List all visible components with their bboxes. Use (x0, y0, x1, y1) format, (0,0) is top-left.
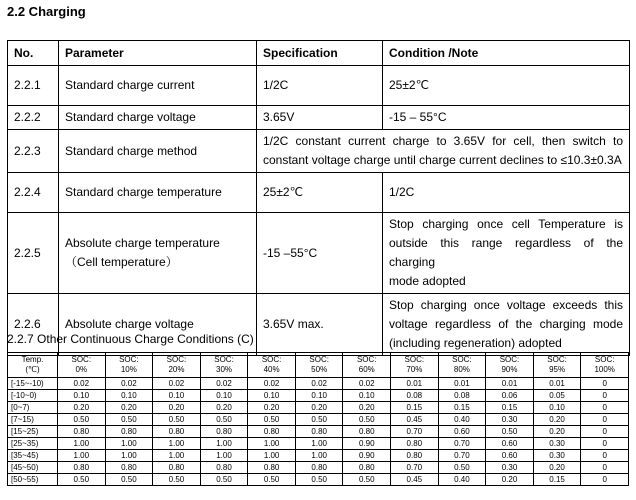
row-specification: 25±2℃ (257, 173, 383, 213)
table-header-row (8, 41, 630, 66)
charge-rate-cell: 1.00 (58, 450, 106, 462)
row-note (383, 213, 630, 294)
temp-range-cell: [-15~-10) (8, 378, 58, 390)
charge-rate-cell: 0.10 (295, 390, 343, 402)
soc-column-header (153, 353, 201, 378)
charge-rate-cell: 0 (581, 462, 629, 474)
header-parameter: Parameter (59, 41, 257, 66)
charge-rate-cell: 0.30 (486, 462, 534, 474)
charge-rate-cell: 0.10 (153, 390, 201, 402)
soc-charge-conditions-table (7, 352, 629, 486)
soc-column-header (581, 353, 629, 378)
charge-rate-cell: 0.20 (58, 402, 106, 414)
note-line: mode adopted (389, 274, 466, 288)
charge-rate-cell: 0.30 (533, 438, 581, 450)
charge-rate-cell: 0.80 (153, 426, 201, 438)
charge-rate-cell: 1.00 (58, 438, 106, 450)
table-row (8, 474, 629, 486)
table-row (8, 462, 629, 474)
charge-rate-cell: 0.50 (486, 426, 534, 438)
charge-rate-cell: 0.50 (343, 474, 391, 486)
soc-column-header (486, 353, 534, 378)
soc-column-header (105, 353, 153, 378)
soc-prefix: SOC: (404, 355, 425, 364)
charge-rate-cell: 0.02 (200, 378, 248, 390)
parameter-line: Absolute charge temperature (65, 236, 220, 250)
charge-rate-cell: 0.80 (200, 426, 248, 438)
row-parameter: Standard charge temperature (59, 173, 257, 213)
charge-rate-cell: 0.90 (343, 438, 391, 450)
charge-rate-cell: 0.80 (200, 462, 248, 474)
charge-rate-cell: 0.50 (295, 474, 343, 486)
soc-column-header (533, 353, 581, 378)
charge-rate-cell: 0.15 (486, 402, 534, 414)
charge-rate-cell: 0.50 (105, 414, 153, 426)
table-row (8, 66, 630, 106)
table-row (8, 378, 629, 390)
charge-rate-cell: 0.50 (438, 462, 486, 474)
row-no: 2.2.1 (8, 66, 59, 106)
soc-percent: 30% (216, 365, 233, 374)
charge-rate-cell: 0.80 (248, 426, 296, 438)
charge-rate-cell: 0 (581, 438, 629, 450)
soc-prefix: SOC: (309, 355, 329, 364)
soc-column-header (200, 353, 248, 378)
charge-rate-cell: 0.30 (486, 414, 534, 426)
charge-rate-cell: 1.00 (105, 438, 153, 450)
row-parameter: Standard charge voltage (59, 106, 257, 130)
row-specification: 1/2C (257, 66, 383, 106)
charge-rate-cell: 0.10 (58, 390, 106, 402)
row-no: 2.2.3 (8, 130, 59, 173)
charge-rate-cell: 0.01 (486, 378, 534, 390)
temp-header-line: Temp. (21, 355, 44, 364)
row-note: -15 – 55°C (383, 106, 630, 130)
charge-rate-cell: 0.80 (248, 462, 296, 474)
row-parameter: Standard charge method (59, 130, 257, 173)
charge-rate-cell: 0.80 (295, 426, 343, 438)
row-parameter: Standard charge current (59, 66, 257, 106)
table-row (8, 294, 630, 356)
soc-percent: 20% (168, 365, 185, 374)
charge-rate-cell: 0.50 (153, 414, 201, 426)
charge-rate-cell: 0 (581, 474, 629, 486)
row-specification: -15 –55°C (257, 213, 383, 294)
charge-rate-cell: 0.02 (248, 378, 296, 390)
charge-rate-cell: 0.20 (105, 402, 153, 414)
temp-range-cell: [50~55) (8, 474, 58, 486)
charge-rate-cell: 0.80 (58, 462, 106, 474)
soc-prefix: SOC: (261, 355, 282, 364)
soc-percent: 40% (263, 365, 280, 374)
charge-rate-cell: 0.15 (533, 474, 581, 486)
charge-rate-cell: 1.00 (295, 438, 343, 450)
charge-rate-cell: 0.50 (58, 414, 106, 426)
row-no: 2.2.5 (8, 213, 59, 294)
soc-percent: 70% (406, 365, 423, 374)
charge-rate-cell: 0.08 (391, 390, 439, 402)
charge-rate-cell: 0.20 (533, 426, 581, 438)
row-parameter: Absolute charge voltage (59, 294, 257, 356)
row-note (383, 294, 630, 356)
soc-prefix: SOC: (71, 355, 92, 364)
soc-percent: 0% (75, 365, 88, 374)
merged-line: 1/2C constant current charge to 3.65V for cell, then switch to (263, 134, 623, 148)
soc-prefix: SOC: (214, 355, 234, 364)
charge-rate-cell: 0.80 (295, 462, 343, 474)
charge-rate-cell: 1.00 (153, 438, 201, 450)
charge-rate-cell: 0.20 (533, 462, 581, 474)
soc-header-row (8, 353, 629, 378)
charge-rate-cell: 0.50 (343, 414, 391, 426)
temp-range-cell: [7~15) (8, 414, 58, 426)
soc-column-header (391, 353, 439, 378)
charge-rate-cell: 0.01 (438, 378, 486, 390)
charge-rate-cell: 0.10 (343, 390, 391, 402)
charge-rate-cell: 1.00 (248, 450, 296, 462)
charge-rate-cell: 0.80 (105, 426, 153, 438)
charge-rate-cell: 0.70 (438, 450, 486, 462)
soc-prefix: SOC: (499, 355, 520, 364)
soc-column-header (248, 353, 296, 378)
row-no: 2.2.2 (8, 106, 59, 130)
charge-rate-cell: 0.50 (200, 414, 248, 426)
row-specification: 3.65V max. (257, 294, 383, 356)
row-no: 2.2.4 (8, 173, 59, 213)
charge-rate-cell: 1.00 (248, 438, 296, 450)
charge-rate-cell: 0 (581, 450, 629, 462)
note-line: outside this range regardless of the charging (389, 236, 623, 269)
charge-rate-cell: 0.50 (248, 414, 296, 426)
soc-prefix: SOC: (452, 355, 472, 364)
note-line: (including regeneration) adopted (389, 336, 562, 350)
temp-range-cell: [35~45) (8, 450, 58, 462)
charge-rate-cell: 0.80 (343, 426, 391, 438)
charging-parameters-table (7, 40, 630, 356)
charge-rate-cell: 0.50 (200, 474, 248, 486)
charge-rate-cell: 0.20 (295, 402, 343, 414)
charge-rate-cell: 0.20 (533, 414, 581, 426)
charge-rate-cell: 0.08 (438, 390, 486, 402)
soc-column-header (58, 353, 106, 378)
charge-rate-cell: 0.70 (438, 438, 486, 450)
soc-prefix: SOC: (594, 355, 615, 364)
charge-rate-cell: 0 (581, 414, 629, 426)
charge-rate-cell: 0.20 (200, 402, 248, 414)
charge-rate-cell: 0.02 (153, 378, 201, 390)
charge-rate-cell: 0 (581, 402, 629, 414)
temp-range-cell: [25~35) (8, 438, 58, 450)
row-parameter (59, 213, 257, 294)
charge-rate-cell: 0 (581, 426, 629, 438)
charge-rate-cell: 1.00 (105, 450, 153, 462)
table-row (8, 414, 629, 426)
charge-rate-cell: 0.02 (105, 378, 153, 390)
charge-rate-cell: 0.10 (248, 390, 296, 402)
charge-rate-cell: 0.70 (391, 462, 439, 474)
table-row (8, 213, 630, 294)
charge-rate-cell: 0.10 (200, 390, 248, 402)
charge-rate-cell: 1.00 (200, 438, 248, 450)
table-row (8, 450, 629, 462)
charge-rate-cell: 0.15 (438, 402, 486, 414)
soc-column-header (295, 353, 343, 378)
temp-header (8, 353, 58, 378)
charge-rate-cell: 0.20 (486, 474, 534, 486)
soc-percent: 80% (453, 365, 470, 374)
charge-rate-cell: 0.50 (105, 474, 153, 486)
charge-rate-cell: 0.20 (153, 402, 201, 414)
soc-prefix: SOC: (356, 355, 377, 364)
charge-rate-cell: 1.00 (200, 450, 248, 462)
soc-percent: 90% (501, 365, 518, 374)
charge-rate-cell: 0.60 (438, 426, 486, 438)
parameter-line: （Cell temperature） (65, 255, 178, 269)
table-row (8, 130, 630, 173)
soc-column-header (438, 353, 486, 378)
soc-percent: 10% (120, 365, 137, 374)
charge-rate-cell: 0.80 (58, 426, 106, 438)
row-note: 25±2℃ (383, 66, 630, 106)
temp-range-cell: [15~25) (8, 426, 58, 438)
charge-rate-cell: 0 (581, 390, 629, 402)
charge-rate-cell: 0.02 (343, 378, 391, 390)
charge-rate-cell: 0.10 (105, 390, 153, 402)
charge-rate-cell: 0.80 (391, 438, 439, 450)
soc-percent: 60% (358, 365, 375, 374)
table-row (8, 106, 630, 130)
soc-table-body (8, 378, 629, 486)
charge-rate-cell: 0.90 (343, 450, 391, 462)
charge-rate-cell: 1.00 (295, 450, 343, 462)
charge-rate-cell: 0.80 (343, 462, 391, 474)
table-row (8, 390, 629, 402)
charge-rate-cell: 0.30 (533, 450, 581, 462)
charge-rate-cell: 0.60 (486, 450, 534, 462)
charge-rate-cell: 0.15 (391, 402, 439, 414)
charge-rate-cell: 0.05 (533, 390, 581, 402)
header-condition-note: Condition /Note (383, 41, 630, 66)
charge-rate-cell: 0.60 (486, 438, 534, 450)
soc-prefix: SOC: (166, 355, 187, 364)
temp-header-line: (℃) (25, 365, 40, 374)
row-no: 2.2.6 (8, 294, 59, 356)
charge-rate-cell: 0.50 (295, 414, 343, 426)
temp-range-cell: [45~50) (8, 462, 58, 474)
charge-rate-cell: 0.02 (58, 378, 106, 390)
merged-line: constant voltage charge until charge current declines to ≤10.3±0.3A (263, 153, 622, 167)
charge-rate-cell: 0.80 (153, 462, 201, 474)
charge-rate-cell: 0.20 (248, 402, 296, 414)
charge-rate-cell: 0.40 (438, 474, 486, 486)
charge-rate-cell: 0.80 (391, 450, 439, 462)
charge-rate-cell: 0.40 (438, 414, 486, 426)
charge-rate-cell: 0.50 (153, 474, 201, 486)
row-specification: 3.65V (257, 106, 383, 130)
soc-percent: 100% (594, 365, 615, 374)
table-row (8, 438, 629, 450)
section-title: 2.2 Charging (7, 4, 86, 19)
note-line: Stop charging once voltage exceeds this (389, 298, 623, 312)
header-specification: Specification (257, 41, 383, 66)
charge-rate-cell: 0.02 (295, 378, 343, 390)
table-row (8, 426, 629, 438)
charge-rate-cell: 0 (581, 378, 629, 390)
note-line: Stop charging once cell Temperature is (389, 217, 623, 231)
charge-rate-cell: 0.20 (343, 402, 391, 414)
charge-rate-cell: 0.45 (391, 414, 439, 426)
charge-rate-cell: 0.01 (391, 378, 439, 390)
charge-rate-cell: 0.01 (533, 378, 581, 390)
soc-column-header (343, 353, 391, 378)
charge-rate-cell: 1.00 (153, 450, 201, 462)
row-note: 1/2C (383, 173, 630, 213)
charge-rate-cell: 0.70 (391, 426, 439, 438)
note-line: voltage regardless of the charging mode (389, 317, 623, 331)
sub-section-title: 2.2.7 Other Continuous Charge Conditions (C) (7, 332, 254, 346)
row-merged-spec-note (257, 130, 630, 173)
soc-prefix: SOC: (547, 355, 567, 364)
charge-rate-cell: 0.50 (58, 474, 106, 486)
charge-rate-cell: 0.50 (248, 474, 296, 486)
header-no: No. (8, 41, 59, 66)
soc-prefix: SOC: (119, 355, 139, 364)
charge-rate-cell: 0.06 (486, 390, 534, 402)
charge-rate-cell: 0.80 (105, 462, 153, 474)
table-row (8, 402, 629, 414)
charge-rate-cell: 0.45 (391, 474, 439, 486)
temp-range-cell: [0~7) (8, 402, 58, 414)
temp-range-cell: [-10~0) (8, 390, 58, 402)
table-row (8, 173, 630, 213)
soc-percent: 50% (311, 365, 328, 374)
charge-rate-cell: 0.10 (533, 402, 581, 414)
soc-percent: 95% (549, 365, 566, 374)
